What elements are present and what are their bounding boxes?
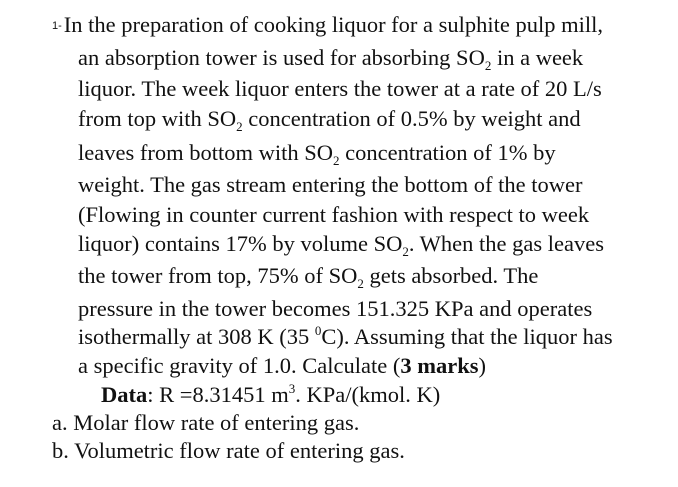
data-label: Data [101, 382, 148, 407]
question-line-3: liquor. The week liquor enters the tower at a rate of 20 L/s [78, 76, 602, 101]
question-line-6: weight. The gas stream entering the bottom of the tower [78, 172, 583, 197]
question-line-12: a specific gravity of 1.0. Calculate (3 marks) [78, 353, 486, 378]
question-line-7: (Flowing in counter current fashion with respect to week [78, 202, 590, 227]
question-line-10: pressure in the tower becomes 151.325 KPa and operates [78, 296, 593, 321]
question-line-5: leaves from bottom with $SO_2$ concentration of 1% by [78, 140, 556, 168]
question-line-2: an absorption tower is used for absorbing $SO_2$ in a week [78, 45, 584, 73]
question-line-8: liquor) contains 17% by volume $SO_2$. When the gas leaves [78, 231, 604, 259]
part-b: b. Volumetric flow rate of entering gas. [52, 438, 405, 463]
question-number: 1- [52, 20, 62, 32]
question-line-1: 1-In the preparation of cooking liquor for a sulphite pulp mill, [52, 12, 604, 37]
part-a: a. Molar flow rate of entering gas. [52, 410, 360, 435]
question-line-9: the tower from top, 75% of $SO_2$ gets absorbed. The [78, 263, 539, 291]
question-line-11: isothermally at 308 K (35 $^0$C). Assuming that the liquor has [78, 323, 613, 349]
marks-label: 3 marks [400, 353, 479, 378]
question-line-4: from top with $SO_2$ concentration of 0.5% by weight and [78, 106, 581, 134]
data-line: Data: R =8.31451 $m^3$. KPa/(kmol. K) [101, 381, 441, 407]
